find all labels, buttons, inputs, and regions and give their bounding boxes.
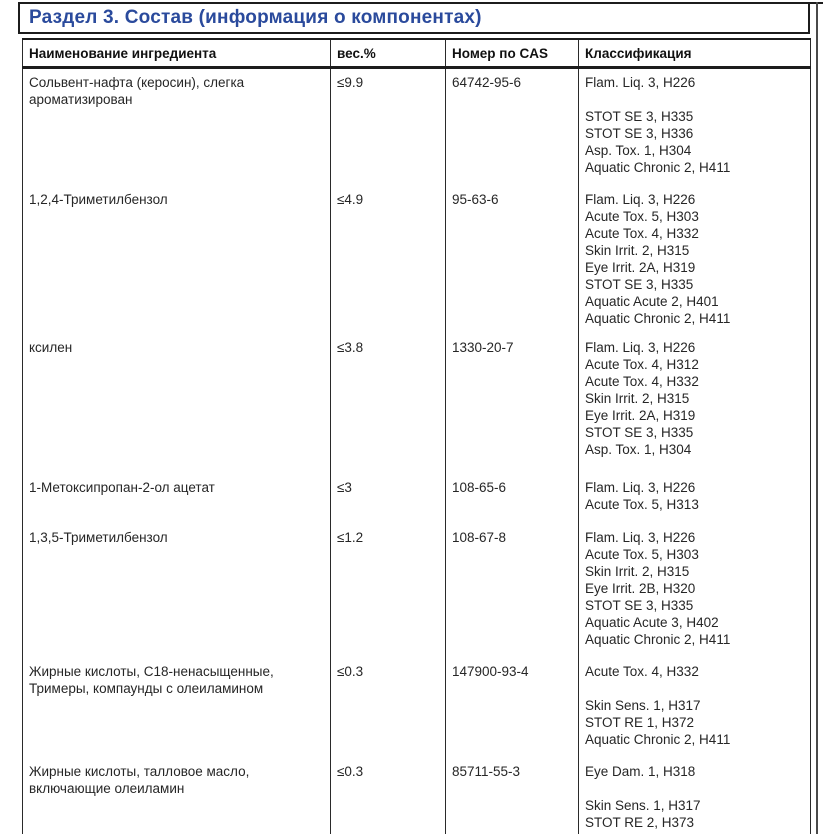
section-title: Раздел 3. Состав (информация о компонентах) xyxy=(29,7,482,28)
classification-line: Flam. Liq. 3, H226 xyxy=(585,339,696,355)
classification-cell xyxy=(579,186,811,334)
col-header-classification: Классификация xyxy=(579,39,811,68)
classification-line: Acute Tox. 4, H312 xyxy=(585,356,699,372)
classification-line: Eye Irrit. 2A, H319 xyxy=(585,259,696,275)
classification-line: Skin Sens. 1, H317 xyxy=(585,697,701,713)
classification-cell xyxy=(579,658,811,758)
header-row xyxy=(23,39,811,68)
classification-cell xyxy=(579,334,811,474)
classification-cell xyxy=(579,474,811,524)
ingredient-name-line: 1-Метоксипропан-2-ол ацетат xyxy=(29,479,215,495)
classification-line: Aquatic Chronic 2, H411 xyxy=(585,310,731,326)
weight-percent-cell: ≤0.3 xyxy=(331,658,446,758)
ingredient-name-cell xyxy=(23,658,331,758)
classification-line: Flam. Liq. 3, H226 xyxy=(585,529,696,545)
cas-number-cell: 1330-20-7 xyxy=(446,334,579,474)
classification-line: STOT RE 1, H372 xyxy=(585,714,695,730)
classification-line: STOT SE 3, H335 xyxy=(585,109,694,124)
classification-line: Eye Irrit. 2B, H320 xyxy=(585,580,696,596)
classification-line: STOT RE 2, H373 xyxy=(585,814,695,830)
weight-percent-cell: ≤4.9 xyxy=(331,186,446,334)
classification-line: Skin Sens. 1, H317 xyxy=(585,797,701,813)
classification-line: Skin Irrit. 2, H315 xyxy=(585,390,690,406)
classification-line: Eye Dam. 1, H318 xyxy=(585,763,696,779)
table-row xyxy=(23,474,811,524)
classification-line xyxy=(585,680,804,697)
classification-cell xyxy=(579,524,811,658)
classification-line: Acute Tox. 4, H332 xyxy=(585,373,699,389)
classification-line: STOT SE 3, H335 xyxy=(585,276,694,292)
ingredient-name-line: Сольвент-нафта (керосин), слегка xyxy=(29,75,245,90)
weight-percent-cell: ≤0.3 xyxy=(331,758,446,834)
cas-number-cell: 108-65-6 xyxy=(446,474,579,524)
ingredient-name-line: 1,3,5-Триметилбензол xyxy=(29,529,168,545)
weight-percent-cell: ≤1.2 xyxy=(331,524,446,658)
ingredient-name-line: Жирные кислоты, талловое масло, xyxy=(29,763,250,779)
classification-cell xyxy=(579,758,811,834)
classification-line: Flam. Liq. 3, H226 xyxy=(585,75,696,90)
table-body xyxy=(23,68,811,834)
cas-number-cell: 108-67-8 xyxy=(446,524,579,658)
ingredient-name-cell xyxy=(23,524,331,658)
ingredient-name-cell xyxy=(23,68,331,186)
table-row xyxy=(23,68,811,186)
table-row xyxy=(23,658,811,758)
classification-line: Eye Irrit. 2A, H319 xyxy=(585,407,696,423)
classification-line xyxy=(585,780,804,797)
classification-line: Aquatic Chronic 2, H411 xyxy=(585,631,731,647)
ingredient-name-line: Жирные кислоты, C18-ненасыщенные, xyxy=(29,663,274,679)
ingredient-name-line: Тримеры, компаунды с олеиламином xyxy=(29,680,264,696)
classification-line: Aquatic Chronic 2, H411 xyxy=(585,731,731,747)
cas-number-cell: 64742-95-6 xyxy=(446,68,579,186)
col-header-ingredient: Наименование ингредиента xyxy=(23,39,331,68)
classification-line: Flam. Liq. 3, H226 xyxy=(585,191,696,207)
classification-line: Acute Tox. 4, H332 xyxy=(585,663,699,679)
classification-line: Acute Tox. 4, H332 xyxy=(585,225,699,241)
ingredient-name-cell xyxy=(23,474,331,524)
weight-percent-cell: ≤3.8 xyxy=(331,334,446,474)
classification-line: Asp. Tox. 1, H304 xyxy=(585,441,692,457)
classification-line: Acute Tox. 5, H303 xyxy=(585,546,699,562)
ingredient-name-cell xyxy=(23,334,331,474)
col-header-cas-number: Номер по CAS xyxy=(446,39,579,68)
weight-percent-cell: ≤3 xyxy=(331,474,446,524)
classification-line: Aquatic Chronic 2, H411 xyxy=(585,160,731,175)
composition-table xyxy=(22,38,811,834)
ingredient-name-line: включающие олеиламин xyxy=(29,780,185,796)
table-row xyxy=(23,186,811,334)
classification-line: Acute Tox. 5, H313 xyxy=(585,496,699,512)
composition-table-wrap xyxy=(22,38,812,834)
ingredient-name-line: ксилен xyxy=(29,339,73,355)
classification-line xyxy=(585,91,804,108)
ingredient-name-line: 1,2,4-Триметилбензол xyxy=(29,191,168,207)
classification-line: Aquatic Acute 2, H401 xyxy=(585,293,719,309)
classification-line: Skin Irrit. 2, H315 xyxy=(585,563,690,579)
classification-line: Aquatic Acute 3, H402 xyxy=(585,614,719,630)
col-header-weight-percent: вес.% xyxy=(331,39,446,68)
weight-percent-cell: ≤9.9 xyxy=(331,68,446,186)
classification-line: Skin Irrit. 2, H315 xyxy=(585,242,690,258)
classification-line: Acute Tox. 5, H303 xyxy=(585,208,699,224)
ingredient-name-cell xyxy=(23,186,331,334)
cas-number-cell: 147900-93-4 xyxy=(446,658,579,758)
ingredient-name-line: ароматизирован xyxy=(29,92,133,107)
classification-line: STOT SE 3, H336 xyxy=(585,126,694,141)
classification-cell xyxy=(579,68,811,186)
table-row xyxy=(23,334,811,474)
cas-number-cell: 85711-55-3 xyxy=(446,758,579,834)
ingredient-name-cell xyxy=(23,758,331,834)
table-row xyxy=(23,524,811,658)
section-header xyxy=(18,2,810,34)
classification-line: STOT SE 3, H335 xyxy=(585,597,694,613)
cas-number-cell: 95-63-6 xyxy=(446,186,579,334)
classification-line: Asp. Tox. 1, H304 xyxy=(585,143,692,158)
table-row xyxy=(23,758,811,834)
classification-line: Flam. Liq. 3, H226 xyxy=(585,479,696,495)
page-right-edge xyxy=(816,2,818,834)
classification-line: STOT SE 3, H335 xyxy=(585,424,694,440)
